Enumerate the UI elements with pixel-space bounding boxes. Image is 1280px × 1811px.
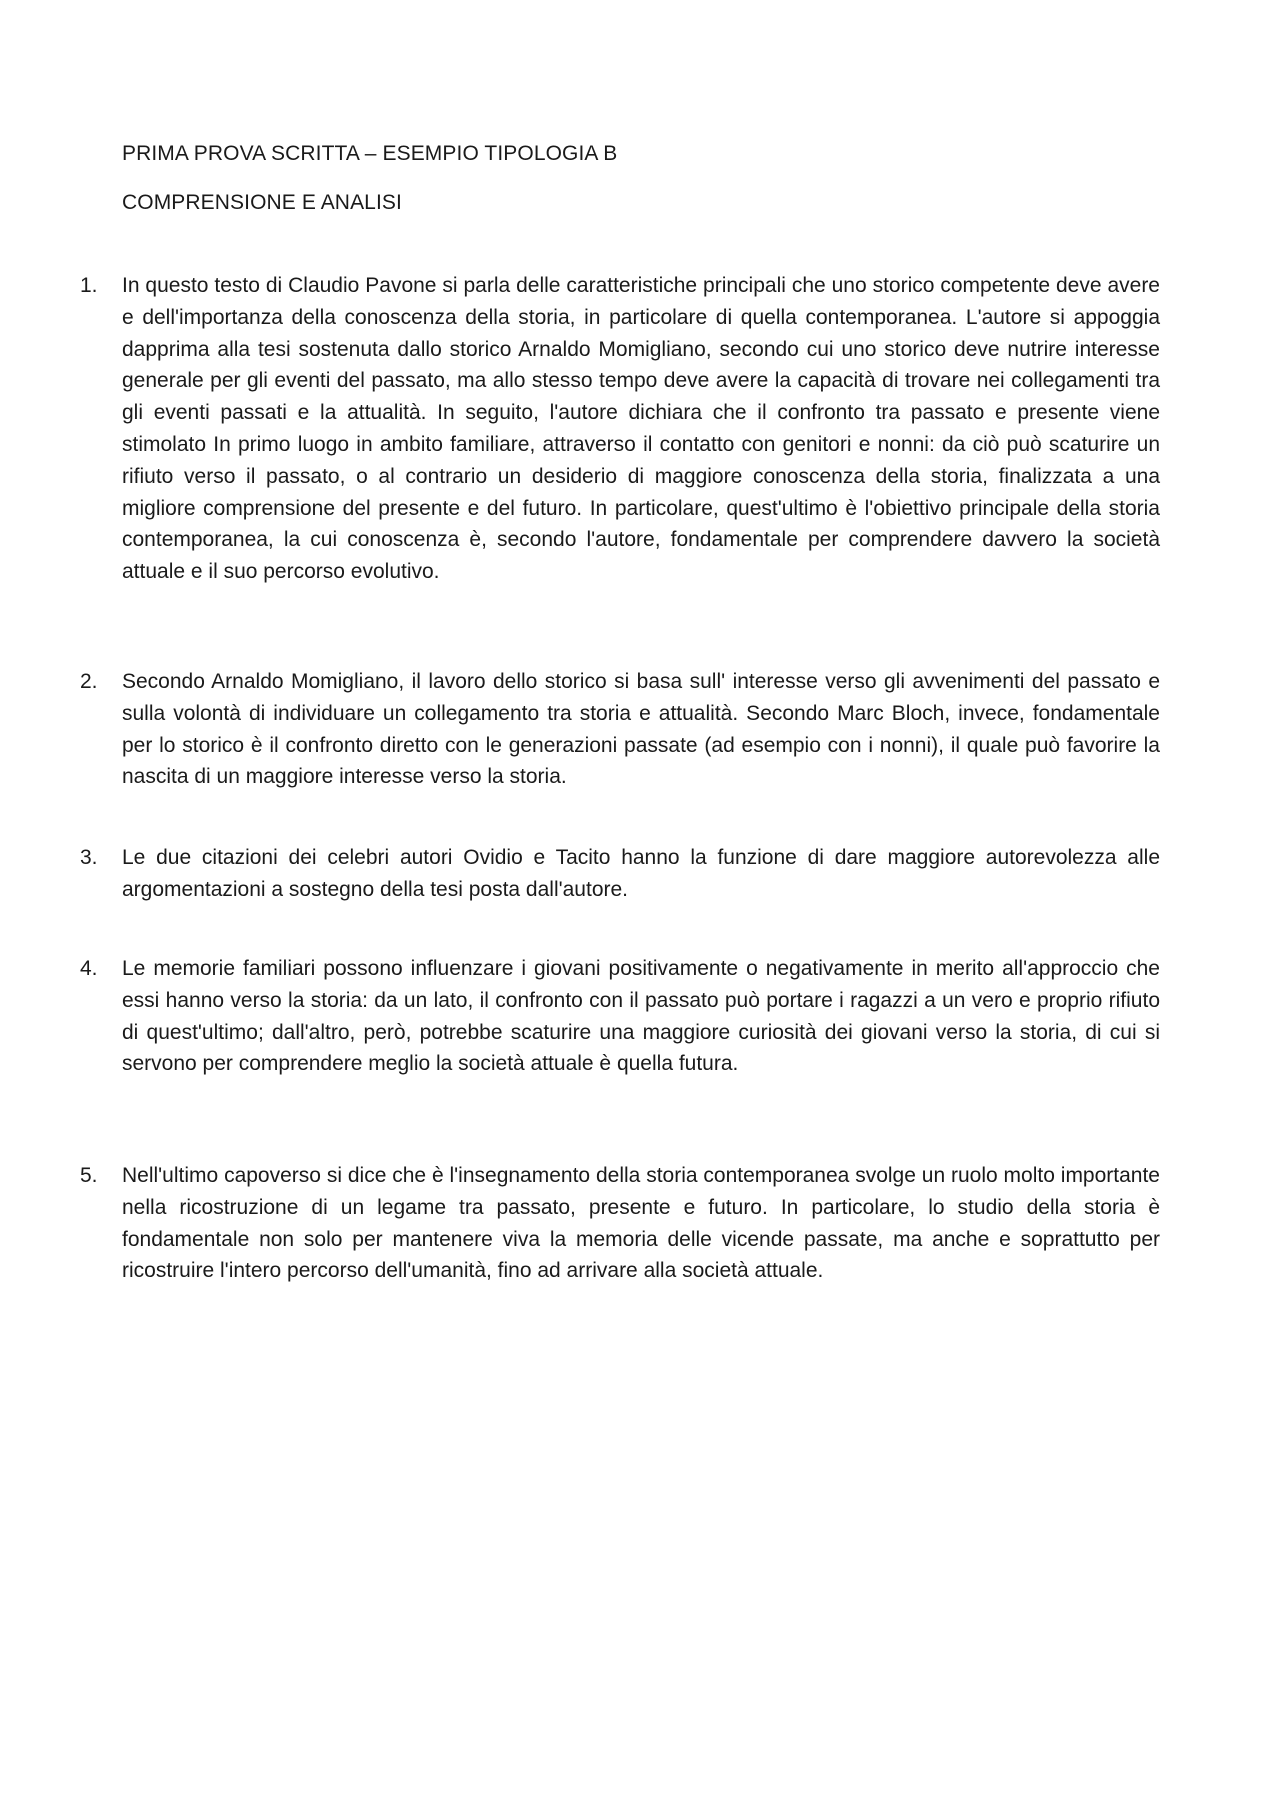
answer-number: 4. xyxy=(80,957,98,980)
answer-number: 5. xyxy=(80,1164,98,1187)
answer-text: Le memorie familiari possono influenzare i giovani positivamente o negativamente in merito all'approccio che essi hanno verso la storia: da un lato, il confronto con il passato può portare i ragazzi a un vero e proprio rifiuto di quest'ultimo; dall'altro, però, potrebbe scaturire una maggiore curiosità dei giovani verso la storia, di cui si servono per comprendere meglio la società attuale è quella futura. xyxy=(122,957,1160,1076)
answer-text: Secondo Arnaldo Momigliano, il lavoro dello storico si basa sull' interesse verso gli avvenimenti del passato e sulla volontà di individuare un collegamento tra storia e attualità. Secondo Marc Bloch, invece, fondamentale per lo storico è il confronto diretto con le generazioni passate (ad esempio con i nonni), il quale può favorire la nascita di un maggiore interesse verso la storia. xyxy=(122,670,1160,789)
document-title: PRIMA PROVA SCRITTA – ESEMPIO TIPOLOGIA B xyxy=(122,142,618,165)
answer-text: Nell'ultimo capoverso si dice che è l'insegnamento della storia contemporanea svolge un ruolo molto importante nella ricostruzione di un legame tra passato, presente e futuro. In particolare, lo studio della storia è fondamentale non solo per mantenere viva la memoria delle vicende passate, ma anche e soprattutto per ricostruire l'intero percorso dell'umanità, fino ad arrivare alla società attuale. xyxy=(122,1164,1160,1283)
answer-item-3 xyxy=(80,842,1160,906)
answer-text: Le due citazioni dei celebri autori Ovidio e Tacito hanno la funzione di dare maggiore autorevolezza alle argomentazioni a sostegno della tesi posta dall'autore. xyxy=(122,846,1160,901)
answer-item-1 xyxy=(80,270,1160,588)
answer-text: In questo testo di Claudio Pavone si parla delle caratteristiche principali che uno storico competente deve avere e dell'importanza della conoscenza della storia, in particolare di quella contemporanea. L'autore si appoggia dapprima alla tesi sostenuta dallo storico Arnaldo Momigliano, secondo cui uno storico deve nutrire interesse generale per gli eventi del passato, ma allo stesso tempo deve avere la capacità di trovare nei collegamenti tra gli eventi passati e la attualità. In seguito, l'autore dichiara che il confronto tra passato e presente viene stimolato In primo luogo in ambito familiare, attraverso il contatto con genitori e nonni: da ciò può scaturire un rifiuto verso il passato, o al contrario un desiderio di maggiore conoscenza della storia, finalizzata a una migliore comprensione del presente e del futuro. In particolare, quest'ultimo è l'obiettivo principale della storia contemporanea, la cui conoscenza è, secondo l'autore, fondamentale per comprendere davvero la società attuale e il suo percorso evolutivo. xyxy=(122,274,1160,584)
answer-number: 2. xyxy=(80,670,98,693)
answer-item-2 xyxy=(80,666,1160,793)
answer-number: 1. xyxy=(80,274,98,297)
answer-item-4 xyxy=(80,953,1160,1080)
document-subtitle: COMPRENSIONE E ANALISI xyxy=(122,191,402,214)
answer-item-5 xyxy=(80,1160,1160,1287)
answer-number: 3. xyxy=(80,846,98,869)
